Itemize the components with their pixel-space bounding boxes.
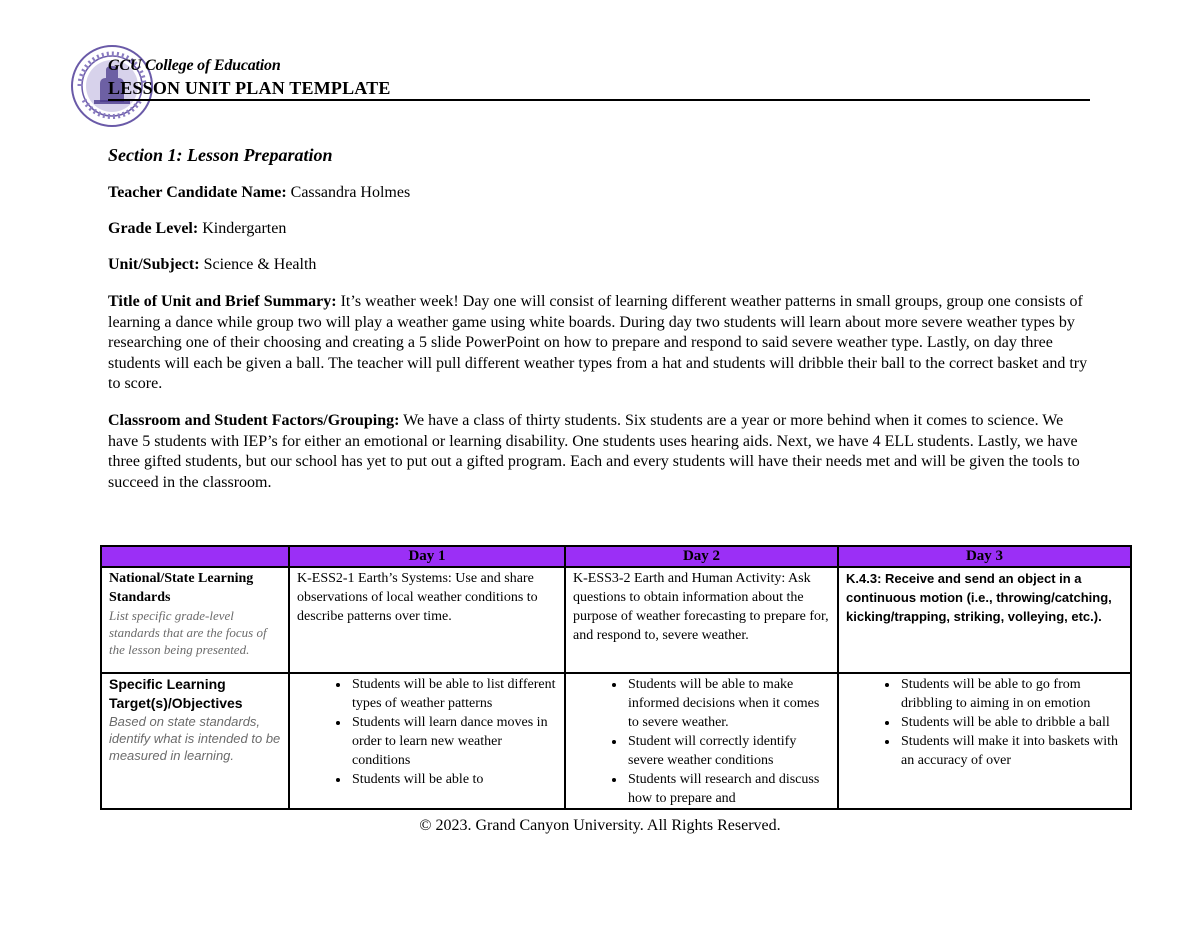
- standards-day3-text: Receive and send an object in a continuous motion (i.e., throwing/catching, kicking/trapping, striking, volleying, etc.).: [846, 571, 1112, 624]
- list-item: • Students will be able to list different types of weather patterns: [350, 675, 557, 713]
- objectives-day3: [838, 673, 1131, 809]
- list-item: • Students will make it into baskets with an accuracy of over: [899, 732, 1123, 770]
- teacher-value: Cassandra Holmes: [290, 184, 411, 201]
- header-cell-day1: Day 1: [289, 546, 565, 567]
- factors-value: We have a class of thirty students. Six students are a year or more behind when it comes to science. We have 5 students with IEP’s for either an emotional or learning disability. One students uses hearing aids. Next, we have 4 ELL students. Lastly, we have three gifted students, but our school has yet to put out a gifted program. Each and every students will have their needs met and will be given the tools to succeed in the classroom.: [108, 412, 1080, 491]
- objectives-note: Based on state standards, identify what is intended to be measured in learning.: [109, 714, 281, 763]
- grade-field: [108, 219, 286, 240]
- factors-field: [108, 411, 1093, 493]
- objectives-day2: [565, 673, 838, 809]
- list-item: • Students will research and discuss how to prepare and: [626, 770, 830, 808]
- standards-day3-code: K.4.3:: [846, 571, 882, 586]
- teacher-field: [108, 183, 410, 204]
- header-cell-day3: Day 3: [838, 546, 1131, 567]
- standards-note: List specific grade-level standards that are the focus of the lesson being presented.: [109, 608, 267, 657]
- header-divider: [108, 99, 1090, 101]
- subject-label: Unit/Subject:: [108, 256, 200, 273]
- list-item: • Student will correctly identify severe weather conditions: [626, 732, 830, 770]
- teacher-label: Teacher Candidate Name:: [108, 184, 287, 201]
- section-title: Section 1: Lesson Preparation: [108, 145, 333, 165]
- objectives-title: Specific Learning Target(s)/Objectives: [109, 676, 243, 711]
- factors-label: Classroom and Student Factors/Grouping:: [108, 412, 400, 429]
- objectives-row-head: [101, 673, 289, 809]
- list-item: • Students will be able to dribble a ball: [899, 713, 1123, 732]
- grade-label: Grade Level:: [108, 220, 199, 237]
- copyright-footer: © 2023. Grand Canyon University. All Rights Reserved.: [419, 817, 781, 834]
- summary-label: Title of Unit and Brief Summary:: [108, 293, 337, 310]
- header-cell-day2: Day 2: [565, 546, 838, 567]
- college-name: GCU College of Education: [108, 57, 281, 74]
- header-cell-blank: [101, 546, 289, 567]
- list-item: • Students will be able to go from dribbling to aiming in on emotion: [899, 675, 1123, 713]
- standards-row: [101, 567, 1131, 673]
- list-item: • Students will learn dance moves in order to learn new weather conditions: [350, 713, 557, 770]
- template-title: LESSON UNIT PLAN TEMPLATE: [108, 78, 391, 98]
- subject-value: Science & Health: [203, 256, 317, 273]
- standards-day1: K-ESS2-1 Earth’s Systems: Use and share observations of local weather conditions to describe patterns over time.: [289, 567, 565, 673]
- list-item: • Students will be able to: [350, 770, 557, 789]
- lesson-plan-table: [100, 545, 1132, 810]
- objectives-day1: [289, 673, 565, 809]
- standards-title: National/State Learning Standards: [109, 571, 254, 605]
- summary-field: [108, 292, 1093, 395]
- standards-day2: K-ESS3-2 Earth and Human Activity: Ask questions to obtain information about the purpose of weather forecasting to prepare for, and respond to, severe weather.: [565, 567, 838, 673]
- objectives-row: [101, 673, 1131, 809]
- standards-day3: [838, 567, 1131, 673]
- list-item: • Students will be able to make informed decisions when it comes to severe weather.: [626, 675, 830, 732]
- summary-value: It’s weather week! Day one will consist of learning different weather patterns in small groups, group one consists of learning a dance while group two will play a weather game using white boards. During day two students will learn about more severe weather types by researching one of their choosing and creating a 5 slide PowerPoint on how to prepare and respond to said severe weather type. Lastly, on day three students will each be given a ball. The teacher will pull different weather types from a hat and students will dribble their ball to the correct basket and try to score.: [108, 293, 1088, 392]
- table-header-row: [101, 546, 1131, 567]
- subject-field: [108, 255, 316, 276]
- standards-row-head: [101, 567, 289, 673]
- grade-value: Kindergarten: [202, 220, 287, 237]
